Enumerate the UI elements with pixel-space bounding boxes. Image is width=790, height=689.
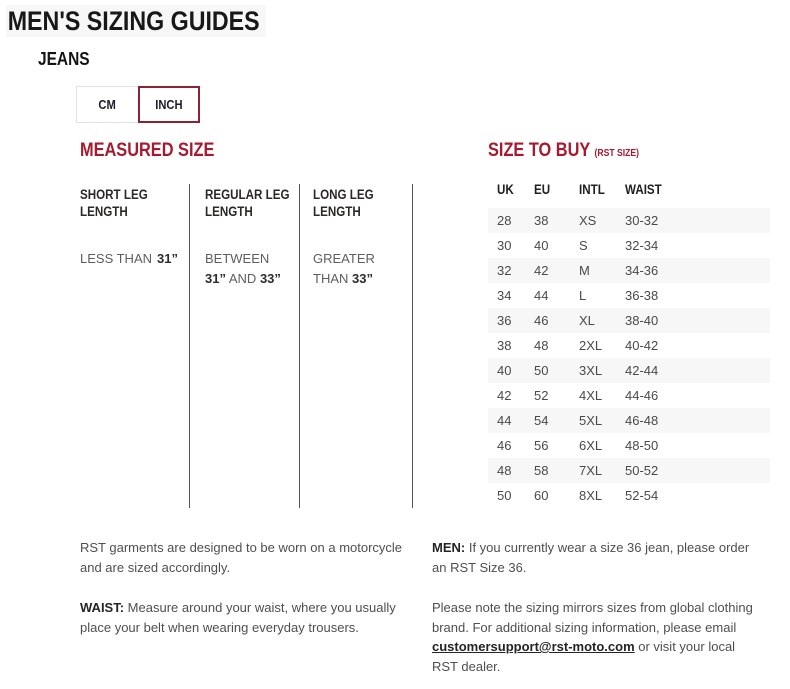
table-cell: 36-38 bbox=[625, 288, 659, 303]
table-cell: 42 bbox=[497, 388, 512, 403]
regular-leg-title: REGULAR LEG LENGTH bbox=[205, 187, 290, 219]
regular-leg-column bbox=[190, 184, 300, 508]
table-cell: 5XL bbox=[579, 413, 603, 428]
table-cell: 30-32 bbox=[625, 213, 659, 228]
waist-column-header: WAIST bbox=[625, 182, 662, 197]
page-title: MEN'S SIZING GUIDES bbox=[6, 5, 790, 37]
short-leg-value: LESS THAN 31” bbox=[80, 251, 178, 266]
table-cell: 44 bbox=[534, 288, 549, 303]
table-cell: M bbox=[579, 263, 590, 278]
measured-size-heading: MEASURED SIZE bbox=[80, 140, 215, 161]
rst-size-subheading: (RST SIZE) bbox=[594, 148, 639, 159]
table-cell: 32 bbox=[497, 263, 512, 278]
table-cell: S bbox=[579, 238, 588, 253]
table-cell: 28 bbox=[497, 213, 512, 228]
email-link[interactable]: customersupport@rst-moto.com bbox=[432, 639, 635, 654]
table-row bbox=[488, 233, 770, 258]
waist-measure-note: WAIST: Measure around your waist, where you usually place your belt when wearing everyday trousers. bbox=[80, 600, 396, 635]
table-cell: 7XL bbox=[579, 463, 603, 478]
table-row bbox=[488, 408, 770, 433]
table-cell: 50-52 bbox=[625, 463, 659, 478]
table-cell: 56 bbox=[534, 438, 549, 453]
short-leg-title: SHORT LEG LENGTH bbox=[80, 187, 148, 219]
table-cell: 40 bbox=[534, 238, 549, 253]
table-cell: 4XL bbox=[579, 388, 603, 403]
table-cell: 48 bbox=[534, 338, 549, 353]
table-cell: 58 bbox=[534, 463, 549, 478]
table-cell: 48-50 bbox=[625, 438, 659, 453]
table-row bbox=[488, 208, 770, 233]
uk-column-header: UK bbox=[497, 182, 514, 197]
table-cell: 34-36 bbox=[625, 263, 659, 278]
table-cell: XL bbox=[579, 313, 595, 328]
long-leg-value: GREATER THAN 33” bbox=[313, 251, 375, 286]
table-row bbox=[488, 283, 770, 308]
table-cell: 44 bbox=[497, 413, 512, 428]
cm-toggle-button[interactable]: CM bbox=[76, 86, 138, 123]
table-row bbox=[488, 433, 770, 458]
long-leg-title: LONG LEG LENGTH bbox=[313, 187, 374, 219]
table-cell: 36 bbox=[497, 313, 512, 328]
table-cell: 30 bbox=[497, 238, 512, 253]
table-cell: 32-34 bbox=[625, 238, 659, 253]
contact-note: Please note the sizing mirrors sizes from global clothing brand. For additional sizing information, please email customersupport@rst-moto.com or visit your local RST dealer. bbox=[432, 600, 753, 674]
table-cell: 52 bbox=[534, 388, 549, 403]
main-content bbox=[80, 141, 790, 508]
table-row bbox=[488, 458, 770, 483]
size-table-header-row bbox=[488, 182, 770, 208]
table-cell: 40 bbox=[497, 363, 512, 378]
table-cell: 60 bbox=[534, 488, 549, 503]
table-cell: 6XL bbox=[579, 438, 603, 453]
table-cell: 46 bbox=[534, 313, 549, 328]
table-cell: 44-46 bbox=[625, 388, 659, 403]
table-cell: 38 bbox=[534, 213, 549, 228]
measured-size-columns bbox=[80, 184, 413, 508]
table-cell: 2XL bbox=[579, 338, 603, 353]
table-cell: 42-44 bbox=[625, 363, 659, 378]
intl-column-header: INTL bbox=[579, 182, 605, 197]
table-cell: 8XL bbox=[579, 488, 603, 503]
table-cell: 38 bbox=[497, 338, 512, 353]
rst-garments-note: RST garments are designed to be worn on a motorcycle and are sized accordingly. bbox=[80, 540, 403, 575]
sizing-guide-page bbox=[0, 5, 790, 689]
measured-size-section bbox=[80, 141, 413, 508]
size-table bbox=[488, 182, 770, 508]
table-cell: 38-40 bbox=[625, 313, 659, 328]
table-cell: 54 bbox=[534, 413, 549, 428]
table-cell: 34 bbox=[497, 288, 512, 303]
men-size-note: MEN: If you currently wear a size 36 jean, please order an RST Size 36. bbox=[432, 540, 750, 575]
table-row bbox=[488, 308, 770, 333]
table-row bbox=[488, 258, 770, 283]
table-cell: 46 bbox=[497, 438, 512, 453]
table-cell: 40-42 bbox=[625, 338, 659, 353]
table-cell: 50 bbox=[534, 363, 549, 378]
table-row bbox=[488, 483, 770, 508]
size-to-buy-section bbox=[488, 141, 770, 508]
table-row bbox=[488, 358, 770, 383]
table-cell: 3XL bbox=[579, 363, 603, 378]
page-subtitle: JEANS bbox=[38, 49, 90, 69]
inch-toggle-button[interactable]: INCH bbox=[138, 86, 200, 123]
table-row bbox=[488, 333, 770, 358]
table-row bbox=[488, 383, 770, 408]
table-cell: 42 bbox=[534, 263, 549, 278]
eu-column-header: EU bbox=[534, 182, 551, 197]
table-cell: XS bbox=[579, 213, 597, 228]
long-leg-column bbox=[300, 184, 413, 508]
notes-section bbox=[80, 538, 790, 676]
regular-leg-value: BETWEEN 31” AND 33” bbox=[205, 251, 281, 286]
table-cell: 50 bbox=[497, 488, 512, 503]
size-to-buy-heading: SIZE TO BUY (RST SIZE) bbox=[488, 140, 639, 161]
table-cell: 46-48 bbox=[625, 413, 659, 428]
table-cell: 52-54 bbox=[625, 488, 659, 503]
unit-toggle bbox=[76, 86, 790, 123]
table-cell: 48 bbox=[497, 463, 512, 478]
short-leg-column bbox=[80, 184, 190, 508]
table-cell: L bbox=[579, 288, 587, 303]
